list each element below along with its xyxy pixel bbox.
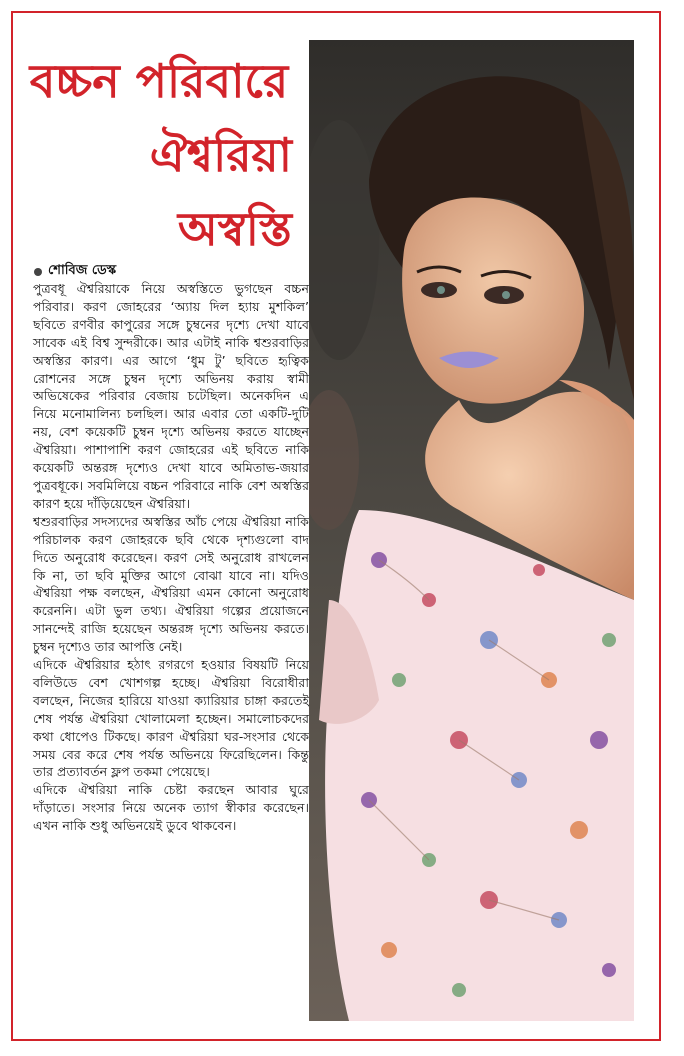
headline-line-2: ঐশ্বরিয়া — [149, 128, 292, 182]
article-body — [33, 280, 309, 835]
article-paragraph-4: এদিকে ঐশ্বরিয়া নাকি চেষ্টা করছেন আবার ঘুরে দাঁড়াতে। সংসার নিয়ে অনেক ত্যাগ স্বীকার করেছেন। এখন নাকি শুধু অভিনয়েই ডুবে থাকবেন। — [33, 782, 309, 834]
article-paragraph-2: শ্বশুরবাড়ির সদস্যদের অস্বস্তির আঁচ পেয়ে ঐশ্বরিয়া নাকি পরিচালক করণ জোহরকে ছবি থেকে দৃশ্যগুলো বাদ দিতে অনুরোধ করেছেন। করণ সেই অনুরোধ রাখলেন কি না, তা ছবি মুক্তির আগে বোঝা যাবে না। যদিও ঐশ্বরিয়া পক্ষ বলছেন, ঐশ্বরিয়া এমন কোনো অনুরোধ করেননি। এটা ভুল তথ্য। ঐশ্বরিয়া গল্পের প্রয়োজনে সানন্দেই রাজি হয়েছেন অন্তরঙ্গ দৃশ্যে অভিনয় করতে। চুম্বন দৃশ্যেও তার আপত্তি নেই। — [33, 513, 309, 655]
article-paragraph-1: পুত্রবধূ ঐশ্বরিয়াকে নিয়ে অস্বস্তিতে ভুগছেন বচ্চন পরিবার। করণ জোহরের ‘অ্যায় দিল হ্যায় মুশকিল’ ছবিতে রণবীর কাপুরের সঙ্গে চুম্বনের দৃশ্যে দেখা যাবে সাবেক এই বিশ্ব সুন্দরীকে। আর এটাই নাকি শ্বশুরবাড়ির অস্বস্তির কারণ। এর আগে ‘ধুম টু’ ছবিতে হৃত্বিক রোশনের সঙ্গে চুম্বন দৃশ্যে অভিনয় করায় স্বামী অভিষেকের পরিবার বেজায় চটেছিল। অনেকদিন এ নিয়ে মনোমালিন্য চলছিল। আর এবার তো একটি-দুটি নয়, বেশ কয়েকটি চুম্বন দৃশ্যে অভিনয় করতে যাচ্ছেন ঐশ্বরিয়া। পাশাপাশি করণ জোহরের এই ছবিতে নাকি কয়েকটি অন্তরঙ্গ দৃশ্যেও দেখা যাবে অমিতাভ-জয়ার পুত্রবধূকে। সবমিলিয়ে বচ্চন পরিবারে নাকি বেশ অস্বস্তির কারণ হয়ে দাঁড়িয়েছেন ঐশ্বরিয়া। — [33, 281, 309, 511]
bullet-icon — [34, 268, 42, 276]
headline-line-1: বচ্চন পরিবারে — [29, 54, 289, 108]
byline — [34, 261, 116, 282]
byline-text: শোবিজ ডেস্ক — [48, 263, 117, 278]
headline-line-3: অস্বস্তি — [177, 202, 292, 256]
article-paragraph-3: এদিকে ঐশ্বরিয়ার হঠাৎ রগরগে হওয়ার বিষয়টি নিয়ে বলিউডে বেশ খোশগল্প হচ্ছে। ঐশ্বরিয়া বিরোধীরা বলছেন, নিজের হারিয়ে যাওয়া ক্যারিয়ার চাঙ্গা করতেই শেষ পর্যন্ত ঐশ্বরিয়া খোলামেলা হচ্ছেন। সমালোচকদের কথা ধোপেও টিকছে। কারণ ঐশ্বরিয়া ঘর-সংসার থেকে সময় বের করে শেষ পর্যন্ত অভিনয়ে ফিরেছিলেন। কিন্তু তার প্রত্যাবর্তন ফ্লপ তকমা পেয়েছে। — [33, 657, 309, 780]
photo-illustration — [309, 40, 634, 1021]
article-photo — [309, 40, 634, 1021]
